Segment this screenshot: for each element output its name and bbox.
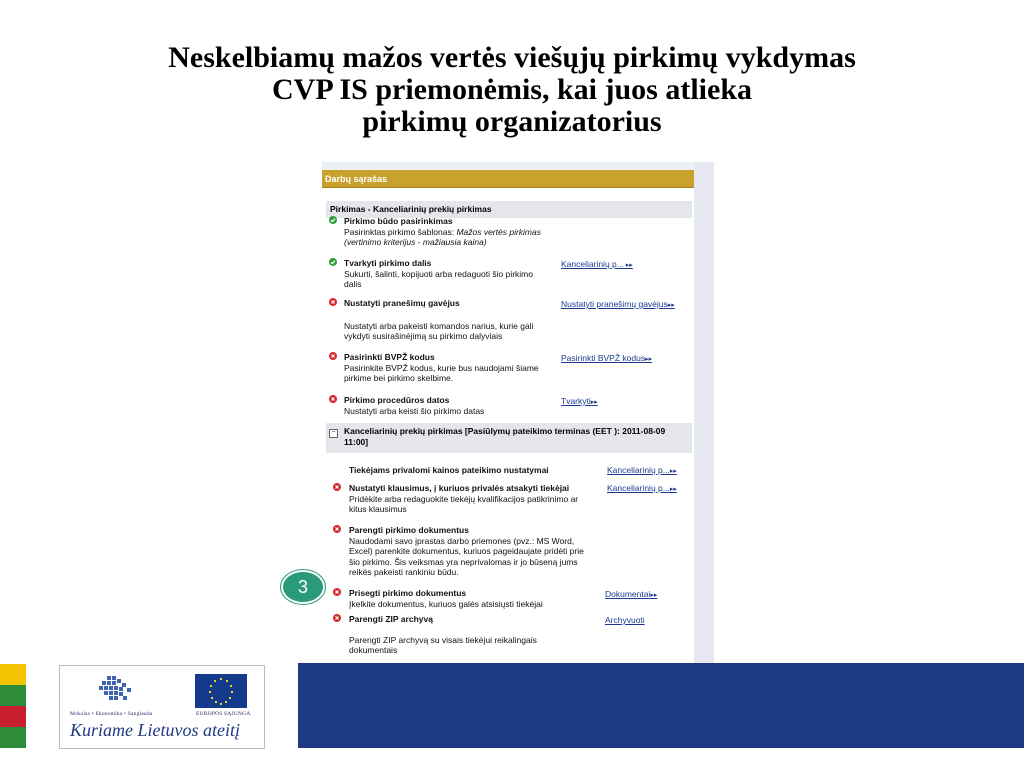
list-item (349, 465, 579, 476)
task-description: Nustatyti arba pakeisti komandos narius, kurie gali vykdyti susirašinėjimą su pirkimo dalyviais (344, 320, 534, 341)
list-item (344, 395, 544, 416)
double-arrow-icon: ▸▸ (669, 486, 677, 493)
task-title: Pirkimo būdo pasirinkimas (344, 216, 453, 226)
error-icon (333, 525, 341, 533)
task-list-panel (322, 170, 694, 686)
list-item (349, 588, 594, 609)
eu-flag-icon (195, 674, 247, 708)
double-arrow-icon: ▸▸ (590, 399, 598, 406)
task-title: Nustatyti klausimus, į kuriuos privalės atsakyti tiekėjai (349, 483, 570, 493)
task-link[interactable]: Pasirinkti BVPŽ kodus▸▸ (561, 353, 653, 363)
double-arrow-icon: ▸▸ (667, 302, 675, 309)
task-description: Įkelkite dokumentus, kuriuos galės atsisiųsti tiekėjai (349, 598, 543, 609)
scrollbar[interactable] (694, 162, 714, 686)
flag-stripe-yellow (0, 664, 26, 685)
task-link[interactable]: Dokumentai▸▸ (605, 589, 658, 599)
task-description: Sukurti, šalinti, kopijuoti arba redaguoti šio pirkimo dalis (344, 268, 533, 289)
task-title: Parengti ZIP archyvą (349, 614, 433, 624)
error-icon (333, 588, 341, 596)
flag-stripe-red (0, 706, 26, 727)
task-link[interactable]: Tvarkyti▸▸ (561, 396, 598, 406)
section-header-lot: Kanceliarinių prekių pirkimas [Pasiūlymų pateikimo terminas (EET ): 2011-08-09 11:00] (326, 423, 692, 453)
org-label: Mokslas • Ekonomika • Sanglauda (70, 711, 153, 717)
list-item (344, 258, 544, 290)
check-icon (329, 258, 337, 266)
task-description: Naudodami savo įprastas darbo priemones (pvz.: MS Word, Excel) parenkite dokumentus, kuriuos pageidaujate pridėti prie šio pirkimo. Šis veiksmas yra neprivalomas ir jo būseną jums reikės pakeisti rankiniu būdu. (349, 535, 584, 577)
task-title: Tiekėjams privalomi kainos pateikimo nustatymai (349, 465, 549, 475)
list-item (344, 216, 554, 248)
double-arrow-icon: ▸▸ (669, 468, 677, 475)
list-item (344, 298, 549, 342)
list-item (349, 614, 584, 656)
task-title: Nustatyti pranešimų gavėjus (344, 298, 460, 308)
list-item (349, 483, 594, 515)
double-arrow-icon: ▸▸ (650, 592, 658, 599)
section-header-procurement: Pirkimas - Kanceliarinių prekių pirkimas (326, 201, 692, 218)
footer-blue-band (298, 663, 1024, 748)
slide-title (0, 42, 1024, 138)
flag-stripe-green (0, 727, 26, 748)
error-icon (329, 352, 337, 360)
task-title: Prisegti pirkimo dokumentus (349, 588, 467, 598)
task-link[interactable]: Nustatyti pranešimų gavėjus▸▸ (561, 299, 675, 309)
task-link[interactable]: Kanceliarinių p...▸▸ (607, 483, 677, 493)
check-icon (329, 216, 337, 224)
task-title: Pasirinkti BVPŽ kodus (344, 352, 435, 362)
error-icon (333, 614, 341, 622)
error-icon (333, 483, 341, 491)
double-arrow-icon: ▸▸ (645, 356, 653, 363)
motto-text: Kuriame Lietuvos ateitį (70, 720, 240, 740)
task-link[interactable]: Kanceliarinių p... ▸▸ (561, 259, 633, 269)
task-link[interactable]: Kanceliarinių p...▸▸ (607, 465, 677, 475)
flag-stripe-green (0, 685, 26, 706)
error-icon (329, 298, 337, 306)
list-item (344, 352, 544, 384)
task-description: Pasirinktas pirkimo šablonas: Mažos vertės pirkimas (vertinimo kriterijus - mažiausia kaina) (344, 226, 541, 247)
task-title: Pirkimo procedūros datos (344, 395, 450, 405)
task-description: Pridėkite arba redaguokite tiekėjų kvalifikacijos patikrinimo ar kitus klausimus (349, 493, 579, 514)
collapse-icon[interactable]: − (329, 429, 338, 438)
task-title: Parengti pirkimo dokumentus (349, 525, 469, 535)
task-title: Tvarkyti pirkimo dalis (344, 258, 432, 268)
title-line-2: CVP IS priemonėmis, kai juos atlieka (271, 73, 753, 106)
panel-header: Darbų sąrašas (322, 170, 694, 188)
list-item (349, 525, 594, 578)
lithuania-map-logo-icon (97, 674, 135, 704)
task-link[interactable]: Archyvuoti (605, 615, 645, 625)
error-icon (329, 395, 337, 403)
title-line-1: Neskelbiamų mažos vertės viešųjų pirkimų vykdymas (168, 41, 856, 74)
task-description: Pasirinkite BVPŽ kodus, kurie bus naudojami šiame pirkime bei pirkimo skelbime. (344, 362, 539, 383)
task-description: Nustatyti arba keisti šio pirkimo datas (344, 405, 485, 416)
double-arrow-icon: ▸▸ (623, 262, 633, 269)
title-line-3: pirkimų organizatorius (362, 105, 662, 138)
step-number-badge: 3 (281, 570, 325, 604)
task-description: Parengti ZIP archyvą su visais tiekėjui reikalingais dokumentais (349, 634, 537, 655)
task-list-screenshot (322, 162, 714, 686)
eu-label: EUROPOS SĄJUNGA (196, 711, 251, 717)
